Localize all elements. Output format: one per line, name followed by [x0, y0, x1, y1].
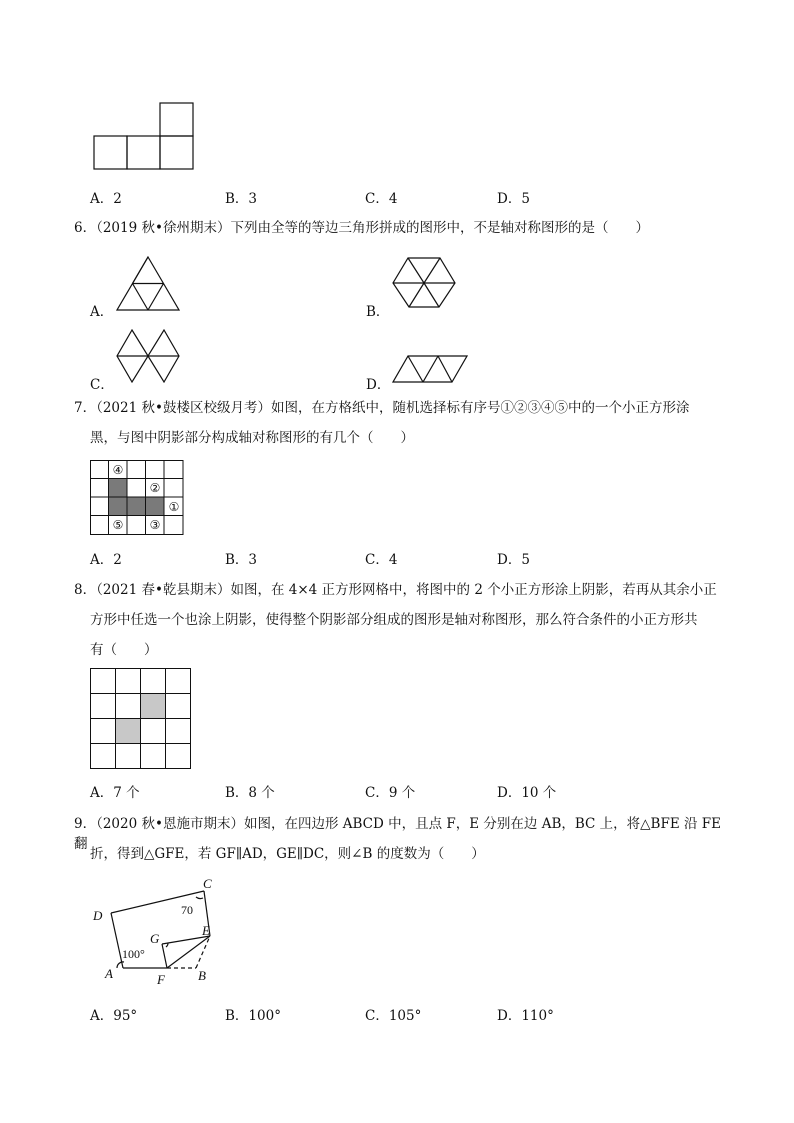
q9-option-a[interactable]: A．95° [90, 1008, 138, 1024]
q8-option-d[interactable]: D．10 个 [497, 785, 557, 801]
q6-label-a[interactable]: A． [90, 304, 114, 320]
q9-label-c: C [203, 876, 212, 891]
q6-label-b[interactable]: B． [366, 304, 390, 320]
q8-option-a[interactable]: A．7 个 [90, 785, 140, 801]
q5-figure [93, 102, 197, 172]
q7-option-c[interactable]: C．4 [365, 552, 398, 568]
q6-stem: 6．（2019 秋•徐州期末）下列由全等的等边三角形拼成的图形中，不是轴对称图形的是（ ） [74, 220, 649, 236]
q6-figure-a [116, 256, 180, 312]
q8-option-b[interactable]: B．8 个 [225, 785, 275, 801]
q7-mark-3[interactable]: ③ [149, 518, 161, 532]
q7-mark-1[interactable]: ① [168, 500, 180, 514]
q7-mark-4[interactable]: ④ [112, 463, 124, 477]
q7-stem-line2: 黑，与图中阴影部分构成轴对称图形的有几个（ ） [90, 430, 414, 446]
q7-mark-5[interactable]: ⑤ [112, 518, 124, 532]
q7-option-a[interactable]: A．2 [90, 552, 122, 568]
q8-stem-line2: 方形中任选一个也涂上阴影，使得整个阴影部分组成的图形是轴对称图形，那么符合条件的小正方形共 [90, 612, 698, 628]
q9-label-d: D [93, 908, 103, 923]
q9-stem-line2: 折，得到△GFE，若 GF∥AD，GE∥DC，则∠B 的度数为（ ） [90, 846, 485, 862]
q9-label-g: G [150, 931, 160, 946]
q7-stem-line1: 7．（2021 秋•鼓楼区校级月考）如图，在方格纸中，随机选择标有序号①②③④⑤中的一个小正方形涂 [74, 400, 690, 416]
q9-option-b[interactable]: B．100° [225, 1008, 281, 1024]
q9-figure [86, 874, 226, 990]
q5-option-b[interactable]: B．3 [225, 191, 258, 207]
q6-label-d[interactable]: D． [366, 377, 391, 393]
q9-label-f: F [157, 972, 165, 987]
q8-stem-line3: 有（ ） [90, 642, 158, 658]
q8-grid [90, 668, 192, 770]
q9-label-a: A [105, 966, 113, 981]
q5-option-c[interactable]: C．4 [365, 191, 398, 207]
q6-figure-b [392, 257, 456, 309]
q9-option-c[interactable]: C．105° [365, 1008, 422, 1024]
q9-option-d[interactable]: D．110° [497, 1008, 554, 1024]
q9-label-e: E [202, 923, 210, 938]
q9-label-b: B [198, 968, 206, 983]
q8-stem-line1: 8．（2021 春•乾县期末）如图，在 4×4 正方形网格中，将图中的 2 个小正方形涂上阴影，若再从其余小正 [74, 582, 717, 598]
q9-label-angle-a: 100° [122, 947, 145, 961]
q7-option-d[interactable]: D．5 [497, 552, 530, 568]
q7-option-b[interactable]: B．3 [225, 552, 258, 568]
q7-mark-2[interactable]: ② [149, 481, 161, 495]
q5-option-d[interactable]: D．5 [497, 191, 530, 207]
q7-grid [90, 460, 186, 536]
q8-option-c[interactable]: C．9 个 [365, 785, 416, 801]
q5-option-a[interactable]: A．2 [90, 191, 122, 207]
q6-label-c[interactable]: C． [90, 377, 114, 393]
q6-figure-d [392, 355, 468, 383]
q6-figure-c [116, 329, 180, 383]
q9-label-angle-c: 70 [181, 903, 193, 917]
q9-stem-line1: 9．（2020 秋•恩施市期末）如图，在四边形 ABCD 中，且点 F，E 分别在边 AB，BC 上，将△BFE 沿 FE 翻 [74, 816, 721, 852]
